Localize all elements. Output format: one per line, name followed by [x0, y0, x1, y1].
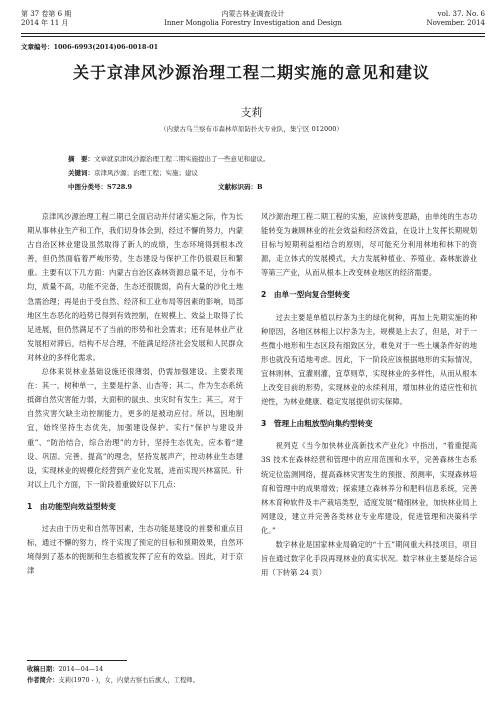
keywords-label: 关键词：	[68, 169, 94, 177]
abstract-label: 摘 要：	[68, 155, 94, 163]
body-paragraph: 总体来说林业基础设施还很薄弱，仍需加强建设。主要表现在：其一，树种单一，主要是柠条、山杏等；其二，作为生态系统抵御自然灾害能力弱，大面积的鼠虫、虫灾时有发生；其三，对于自然灾害欠缺主动控制能力，更多的是被动应付。所以，因地制宜，始终坚持生态优先，加强建设保护。实行“保护与建设并重”、“防治结合，综合治理”的方针，坚持生态优先，应本着“建设、巩固、完善、提高”的理念，坚持发展声产，控动林业生态建设，实现林业的规模化经营到产业化发展，进而实现兴林富民。针对以上几个方面，下一阶段着重做好以下几点：	[27, 367, 243, 489]
header-rule-thin	[21, 36, 485, 37]
author-bio-label: 作者简介：	[27, 677, 59, 684]
section-heading: 3 管理上由粗放型向集约型转变	[261, 419, 373, 429]
doc-code-label: 文献标识码：	[218, 183, 257, 191]
section-heading: 2 由单一型向复合型转变	[261, 290, 350, 300]
journal-volume: vol. 37. No. 6 November. 2014	[426, 10, 485, 27]
journal-name: 内蒙古林业调查设计 Inner Mongolia Forestry Investigation and Design	[164, 10, 342, 27]
author-name: 支莉	[240, 106, 263, 119]
body-paragraph: 过去主要是单植以柠条为主的绿化树种，再加上先期实施的种种原因，各地区林相上以柠条为主，规模是上去了，但是，对于一些微小地形和生态区段有细致区分，难免对于一些土壤条件好的地形也就没有适地考虑。因此，下一阶段应该根据地形的实际情况，宜林则林，宜灌则灌，宜草则草，实现林业的多样性，从而从根本上改变目前的形势，实现林业的永续利用，增加林业的适应性和抗逆性，为林业健康、稳定发展提供切实保障。	[261, 312, 477, 407]
abstract-block	[68, 152, 443, 194]
body-paragraph: 京津风沙源治理工程二期已全面启动并付诸实施之际，作为长期从事林业生产和工作，我们切身体会到，经过不懈的努力，内蒙古自治区林业建设虽然取得了新人的成绩，生态环境得到根本改善，但仍然面临着严峻形势，生态建设与保护工作仍很艰巨和繁重。主要有以下几方面：内蒙古自治区森林资源总量不足，分布不均，质量不高，功能不完备，生态还很脆弱，尚有大量的沙化土地急需治理；再是由于受自然、经济和工业布局等因素的影响，局部地区生态恶化的趋势已得到有效控制，在规模上、效益上取得了长足进展，但仍然满足不了当前的形势和社会需求；还有是林业产业发展相对滞后，结构不尽合理，不能满足经济社会发展和人民群众对林业的多样化需求。	[27, 212, 243, 362]
received-date-row	[27, 664, 199, 675]
keywords-row	[68, 166, 443, 180]
body-paragraph: 风沙源治理工程二期工程的实施，应该转变思路，由单纯的生态功能转变为兼顾林业的社会效益和经济效益，在设计上发挥长期规划目标与短期利益相结合的原则，尽可能充分利用林地和林下的资源，走立体式的发展模式，大力发展种植业、养殖业、森林旅游业等第三产业，从而从根本上改变林业地区的经济需要。	[261, 212, 477, 278]
article-title: 关于京津风沙源治理工程二期实施的意见和建议	[72, 63, 430, 82]
author-bio-row	[27, 675, 199, 686]
body-paragraph: 过去由于历史和自然等因素，生态功能是建设的首要和重点目标，通过不懈的努力，终于实现了预定的目标和预期效果，自然环境得到了基本的扼制和生态植被发挥了应有的效益。因此，对于京津	[27, 523, 243, 576]
doc-code-value: B	[257, 183, 263, 191]
author-affiliation: （内蒙古乌兰察布市森林草原防扑火专业队，集宁区 012000）	[160, 125, 343, 133]
received-date: 2014—04—14	[58, 666, 104, 673]
abstract-text: 文章就京津风沙源治理工程二期实施提出了一些意见和建议。	[94, 155, 270, 163]
classification-row	[68, 180, 443, 194]
footnote	[27, 664, 199, 686]
clc-value: S728.9	[107, 183, 133, 191]
body-column-right	[261, 210, 477, 580]
journal-issue: 第 37 卷第 6 期 2014 年 11 月	[21, 10, 72, 27]
clc-label: 中图分类号：	[68, 183, 107, 191]
article-number: 文章编号：1006-6993(2014)06-0018-01	[21, 43, 159, 51]
keywords-text: 京津风沙源；治理工程；实施；建议	[94, 169, 198, 177]
author-bio: 支莉(1970 - )，女，内蒙古察右后旗人，工程师。	[58, 677, 199, 684]
abstract-row	[68, 152, 443, 166]
received-label: 收稿日期：	[27, 666, 59, 673]
header-rule-thick	[21, 33, 485, 34]
footnote-rule	[27, 660, 127, 661]
body-paragraph: 数字林业是国家林业局确定的“十五”期间重大科技项目，项目旨在通过数字化手段再现林业的真实状况。数字林业主要是综合运用（下转第 24 页）	[261, 539, 477, 578]
body-paragraph: 祝列克《当今加快林业高新技术产业化》中指出，“着重提高 3S 技术在森林经营和管理中的应用范围和水平，完善森林生态系统定位监测网络，提高森林灾害发生的预报、预测率，实现森林培育和管理中的成果增效；探索建立森林养分和肥料信息系统，完善林木育种软件及丰产栽培类型，适度发展“精细林业，加快林业局上网建设，建立并完善各类林业专业库建设，促进管理和决策科学化。”	[261, 441, 477, 535]
section-heading: 1 由功能型向效益型转变	[27, 501, 116, 511]
body-column-left	[27, 210, 243, 578]
